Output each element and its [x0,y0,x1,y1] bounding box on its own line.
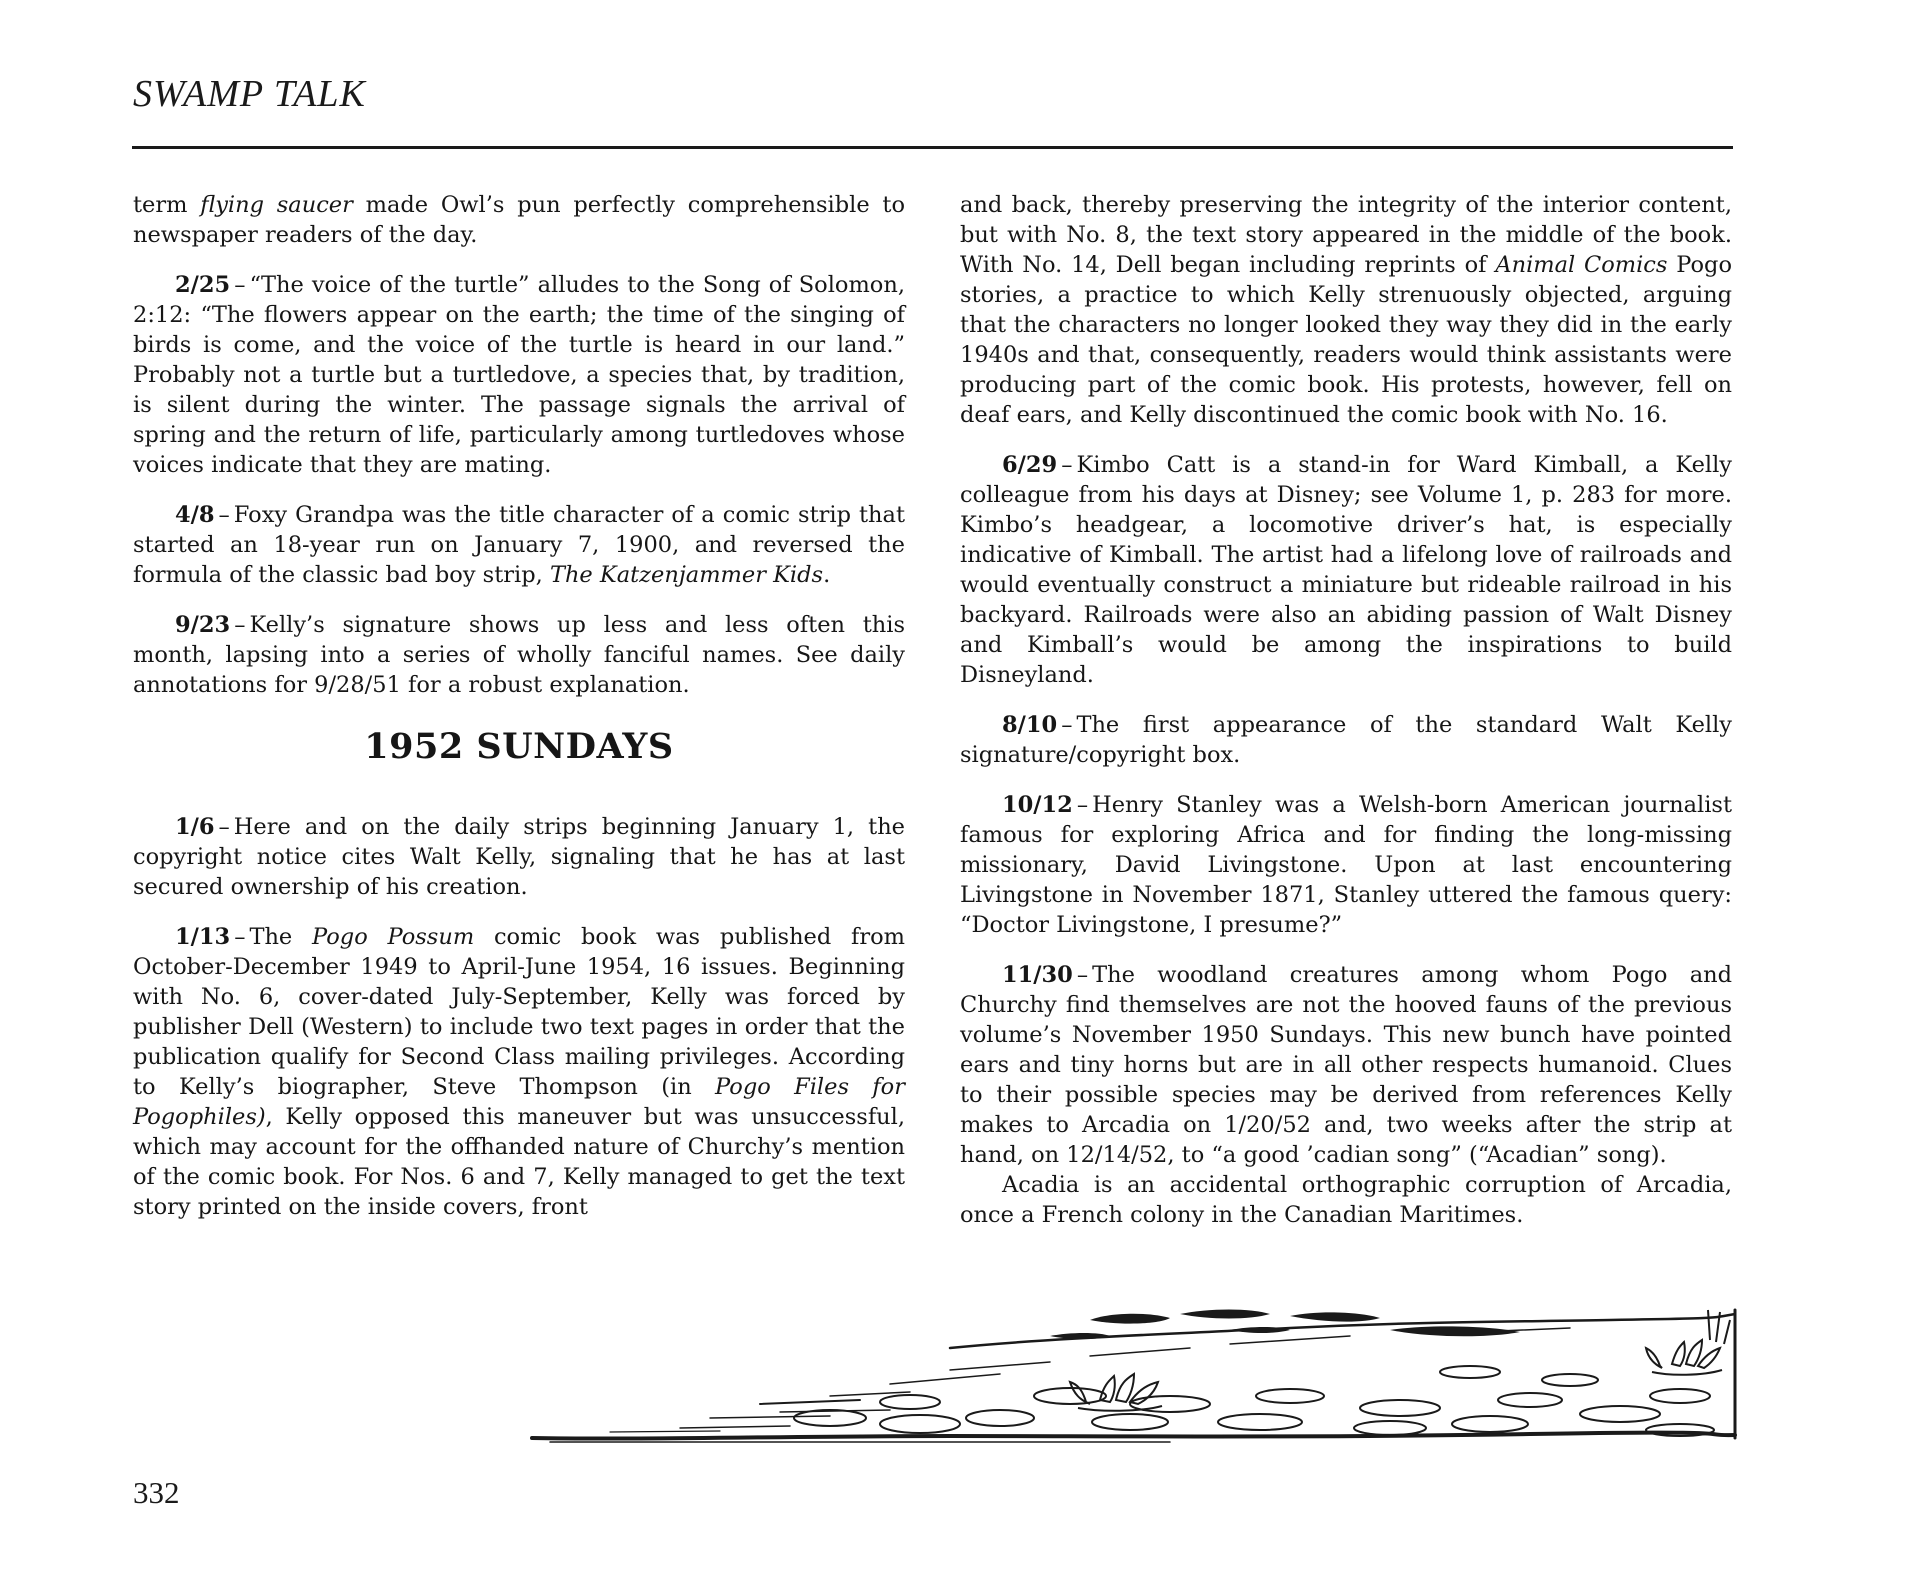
text: and back, thereby preserving the integrity of the interior content, but with No. 8, the text story appeared in the middle of the book. With No. 14, Dell began including reprints of [960,192,1732,278]
annotation-entry [133,270,905,480]
dash: – [218,814,230,840]
page-number: 332 [133,1475,180,1510]
annotation-entry [133,812,905,902]
paragraph-continuation [133,190,905,250]
annotation-entry [960,710,1732,770]
header-rule [132,146,1733,149]
left-column [133,190,905,1222]
dash: – [218,502,230,528]
dash: – [1061,712,1073,738]
text: , Kelly opposed this maneuver but was unsuccessful, which may account for the offhanded nature of Churchy’s mention of the comic book. For Nos. 6 and 7, Kelly managed to get the text story printed on the inside covers, front [133,1104,905,1220]
text: term [133,192,201,218]
entry-date: 10/12 [1002,792,1073,818]
italic-title: Pogo Possum [312,924,475,950]
entry-text: Kelly’s signature shows up less and less often this month, lapsing into a series of wholly fanciful names. See daily annotations for 9/28/51 for a robust explanation. [133,612,905,698]
entry-date: 4/8 [175,502,215,528]
annotation-entry [960,450,1732,690]
dash: – [234,612,246,638]
section-heading: 1952 SUNDAYS [364,726,674,767]
running-header-title: SWAMP TALK [133,73,366,115]
dash: – [1076,792,1089,818]
shoreline [532,1433,1735,1439]
annotation-entry [960,960,1732,1170]
text: The [249,924,313,950]
annotation-continuation [960,1170,1732,1230]
entry-text: The first appearance of the standard Walt Kelly signature/copyright box. [960,712,1732,768]
dash: – [1076,962,1089,988]
text: Pogo stories, a practice to which Kelly strenuously objected, arguing that the characters no longer looked they way they did in the early 1940s and that, consequently, readers would think assistants were producing part of the comic book. His protests, however, fell on deaf ears, and Kelly discontinued the comic book with No. 16. [960,252,1732,428]
entry-text: Acadia is an accidental orthographic corruption of Arcadia, once a French colony in the Canadian Maritimes. [960,1172,1732,1228]
annotation-entry [133,610,905,700]
entry-date: 1/13 [175,924,231,950]
italic-title: Pogo Files for Pogophiles) [133,1074,905,1130]
annotation-entry [960,790,1732,940]
entry-date: 8/10 [1002,712,1058,738]
entry-date: 6/29 [1002,452,1058,478]
dash: – [1061,452,1073,478]
entry-text: The woodland creatures among whom Pogo and Churchy find themselves are not the hooved fauns of the previous volume’s November 1950 Sundays. This new bunch have pointed ears and tiny horns but are in all other respects humanoid. Clues to their possible species may be derived from references Kelly makes to Arcadia on 1/20/52 and, two weeks after the strip at hand, on 12/14/52, to “a good ’cadian song” (“Acadian” song). [960,962,1732,1168]
dash: – [234,924,246,950]
right-column [960,190,1732,1250]
entry-date: 9/23 [175,612,231,638]
entry-text: “The voice of the turtle” alludes to the Song of Solomon, 2:12: “The flowers appear on the earth; the time of the singing of birds is come, and the voice of the turtle is heard in our land.” Probably not a turtle but a turtledove, a species that, by tradition, is silent during the winter. The passage signals the arrival of spring and the return of life, particularly among turtledoves whose voices indicate that they are mating. [133,272,905,478]
swamp-illustration [530,1300,1745,1460]
italic-title: Animal Comics [1495,252,1668,278]
entry-date: 11/30 [1002,962,1073,988]
text: . [823,562,831,588]
entry-text: Foxy Grandpa was the title character of a comic strip that started an 18-year run on January 7, 1900, and reversed the formula of the classic bad boy strip, [133,502,905,588]
entry-date: 1/6 [175,814,215,840]
italic-term: flying saucer [200,192,353,218]
text: made Owl’s pun perfectly comprehensible to newspaper readers of the day. [133,192,905,248]
entry-text: Kimbo Catt is a stand-in for Ward Kimball, a Kelly colleague from his days at Disney; see Volume 1, p. 283 for more. Kimbo’s headgear, a locomotive driver’s hat, is especially indicative of Kimball. The artist had a lifelong love of railroads and would eventually construct a miniature but rideable railroad in his backyard. Railroads were also an abiding passion of Walt Disney and Kimball’s would be among the inspirations to build Disneyland. [960,452,1732,688]
italic-title: The Katzenjammer Kids [549,562,824,588]
annotation-entry [133,500,905,590]
annotation-entry [133,922,905,1222]
text: comic book was published from October-December 1949 to April-June 1954, 16 issues. Beginning with No. 6, cover-dated July-September, Kelly was forced by publisher Dell (Western) to include two text pages in order that the publication qualify for Second Class mailing privileges. According to Kelly’s biographer, Steve Thompson (in [133,924,905,1100]
entry-text: Henry Stanley was a Welsh-born American journalist famous for exploring Africa and for finding the long-missing missionary, David Livingstone. Upon at last encountering Livingstone in November 1871, Stanley uttered the famous query: “Doctor Livingstone, I presume?” [960,792,1732,938]
dash: – [234,272,246,298]
entry-text: Here and on the daily strips beginning January 1, the copyright notice cites Walt Kelly, signaling that he has at last secured ownership of his creation. [133,814,905,900]
paragraph-continuation [960,190,1732,430]
entry-date: 2/25 [175,272,231,298]
